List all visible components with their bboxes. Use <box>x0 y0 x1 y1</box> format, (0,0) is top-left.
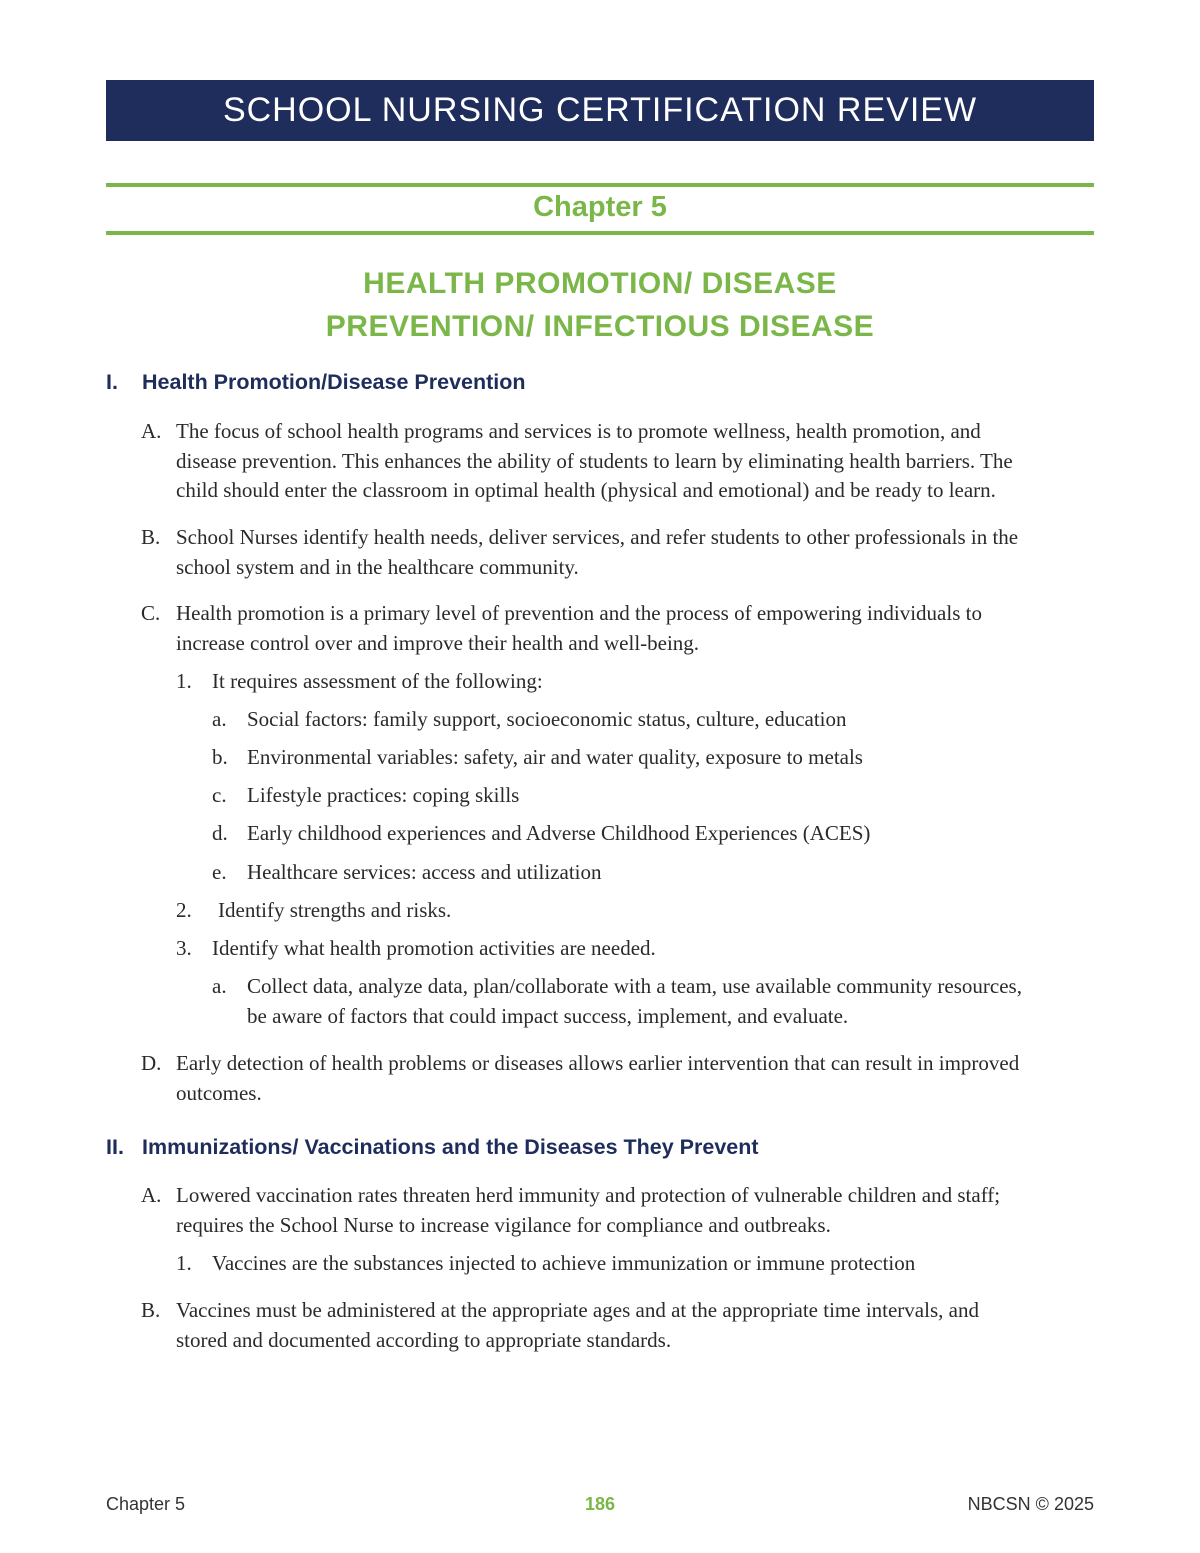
item-text <box>176 599 1116 658</box>
item-label: 1. <box>176 669 192 693</box>
text-line: be aware of factors that could impact success, implement, and evaluate. <box>247 1003 849 1028</box>
item-label: c. <box>212 783 227 807</box>
item-label: 2. <box>176 898 192 922</box>
item-label: b. <box>212 745 228 769</box>
section-title: Health Promotion/Disease Prevention <box>142 370 526 394</box>
item-text: Healthcare services: access and utilization <box>247 860 602 884</box>
item-text <box>176 523 1116 582</box>
text-line: disease prevention. This enhances the ability of students to learn by eliminating health barriers. The <box>176 448 1013 473</box>
item-label: a. <box>212 974 227 998</box>
item-label: e. <box>212 860 227 884</box>
text-line: increase control over and improve their health and well-being. <box>176 630 700 655</box>
item-label: D. <box>141 1051 162 1075</box>
item-label: C. <box>141 601 161 625</box>
text-line: school system and in the healthcare community. <box>176 554 579 579</box>
item-text <box>176 1296 1116 1355</box>
top-rule <box>106 183 1094 187</box>
item-text <box>247 972 1097 1031</box>
bottom-rule <box>106 231 1094 235</box>
item-text <box>176 1181 1116 1240</box>
item-text: Social factors: family support, socioeconomic status, culture, education <box>247 707 847 731</box>
text-line: Health promotion is a primary level of prevention and the process of empowering individuals to <box>176 601 982 625</box>
text-line: child should enter the classroom in optimal health (physical and emotional) and be ready to learn. <box>176 478 996 502</box>
item-text: Early childhood experiences and Adverse Childhood Experiences (ACES) <box>247 821 871 845</box>
item-text: Identify strengths and risks. <box>218 898 452 922</box>
item-text: Lifestyle practices: coping skills <box>247 783 520 807</box>
chapter-title-line: PREVENTION/ INFECTIOUS DISEASE <box>325 310 875 343</box>
chapter-title <box>106 262 1094 348</box>
item-text <box>176 1049 1116 1108</box>
chapter-title-line: HEALTH PROMOTION/ DISEASE <box>363 267 837 300</box>
section-number: II. <box>106 1135 124 1159</box>
item-text: Environmental variables: safety, air and water quality, exposure to metals <box>247 745 863 769</box>
banner-text: SCHOOL NURSING CERTIFICATION REVIEW <box>222 91 978 129</box>
item-label: a. <box>212 707 227 731</box>
text-line: Vaccines must be administered at the appropriate ages and at the appropriate time intervals, and <box>176 1298 979 1322</box>
item-label: B. <box>141 525 161 549</box>
footer-copyright: NBCSN © 2025 <box>967 1494 1094 1514</box>
page-number: 186 <box>584 1494 616 1514</box>
footer-chapter: Chapter 5 <box>106 1494 186 1514</box>
item-text: Identify what health promotion activities are needed. <box>212 936 656 960</box>
text-line: stored and documented according to appropriate standards. <box>176 1327 672 1352</box>
text-line: requires the School Nurse to increase vigilance for compliance and outbreaks. <box>176 1212 831 1237</box>
chapter-label: Chapter 5 <box>533 191 667 223</box>
section-number: I. <box>106 370 118 394</box>
item-label: B. <box>141 1298 161 1322</box>
item-label: A. <box>141 419 162 443</box>
item-text <box>176 417 1116 506</box>
item-label: 1. <box>176 1251 192 1275</box>
item-label: A. <box>141 1183 162 1207</box>
text-line: Early detection of health problems or diseases allows earlier intervention that can result in improved <box>176 1051 1020 1075</box>
item-text: Vaccines are the substances injected to achieve immunization or immune protection <box>212 1251 916 1275</box>
section-title: Immunizations/ Vaccinations and the Diseases They Prevent <box>142 1135 759 1159</box>
text-line: School Nurses identify health needs, deliver services, and refer students to other professionals in the <box>176 525 1019 549</box>
text-line: Lowered vaccination rates threaten herd immunity and protection of vulnerable children and staff; <box>176 1183 1001 1207</box>
text-line: outcomes. <box>176 1080 262 1105</box>
text-line: The focus of school health programs and services is to promote wellness, health promotion, and <box>176 419 981 443</box>
text-line: Collect data, analyze data, plan/collaborate with a team, use available community resources, <box>247 974 1022 998</box>
item-text: It requires assessment of the following: <box>212 669 543 693</box>
title-banner <box>106 80 1094 141</box>
item-label: 3. <box>176 936 192 960</box>
item-label: d. <box>212 821 228 845</box>
